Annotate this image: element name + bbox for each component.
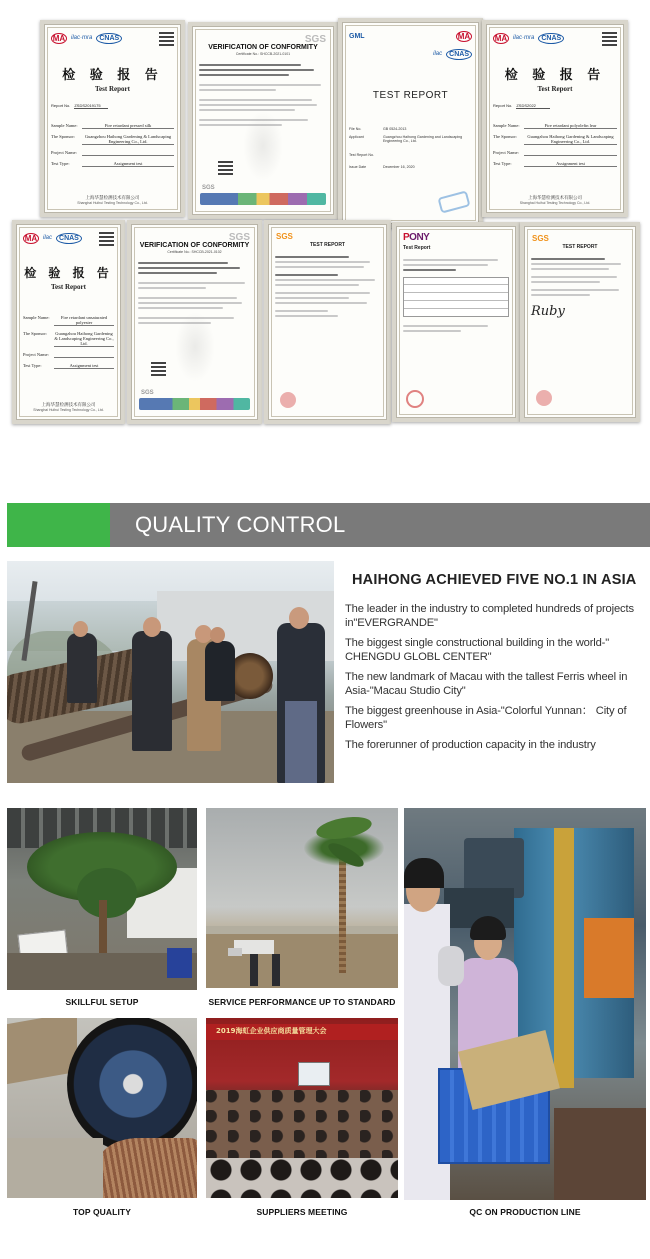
sgs-logo-icon: SGS	[228, 232, 250, 243]
file-no-value: GB 0524-2013	[383, 127, 407, 131]
cnas-logo-icon: CNAS	[96, 33, 122, 44]
certificate-gml-test-report[interactable]	[338, 18, 483, 228]
sponsor-value: Guangzhou Haihong Gardening & Landscaping Engineering Co., Ltd.	[82, 134, 174, 145]
ilac-logo-icon: ilac	[433, 51, 443, 57]
project-label: Project Name:	[51, 150, 77, 155]
certificate-test-report-2[interactable]	[482, 20, 628, 217]
caption-top-quality: TOP QUALITY	[73, 1207, 131, 1217]
sponsor-label: The Sponsor:	[23, 331, 48, 336]
certificate-sgs-test-report-1[interactable]	[264, 220, 391, 424]
qr-code-icon	[151, 361, 166, 376]
project-label: Project Name:	[493, 150, 519, 155]
issue-date-label: Issue Date	[349, 165, 367, 169]
report-no-label: Report No.	[493, 103, 513, 108]
test-type-value: Assignment test	[524, 161, 617, 167]
caption-qc-production-line: QC ON PRODUCTION LINE	[469, 1207, 581, 1217]
report-no-value: ZSDS2022	[516, 103, 550, 109]
sgs-logo-icon: SGS	[304, 34, 326, 45]
stamp-icon	[437, 190, 470, 213]
colorful-figures-band	[200, 193, 326, 205]
sample-name-value: Fire retardant pressed silk	[82, 123, 174, 129]
cert-accred-row	[349, 46, 472, 62]
cert-logo-row	[493, 30, 617, 46]
achievement-item: The forerunner of production capacity in the industry	[345, 739, 596, 751]
certificate-sgs-test-report-2[interactable]	[520, 222, 640, 422]
sponsor-value: Guangzhou Haihong Gardening & Landscaping Engineering Co., Ltd.	[54, 331, 114, 346]
qc-production-line-photo	[404, 808, 646, 1200]
achievements-list	[345, 602, 645, 758]
test-type-label: Test Type:	[51, 161, 70, 166]
signature: Ruby	[531, 304, 565, 319]
certificates-collage	[0, 0, 650, 440]
cnas-logo-icon: CNAS	[538, 33, 564, 44]
cert-title-en: Test Report	[537, 85, 573, 93]
achievement-item: The new landmark of Macau with the tallest Ferris wheel in Asia-"Macau Studio City"	[345, 671, 628, 697]
cert-body-text	[403, 259, 509, 271]
cert-footer	[486, 195, 624, 205]
cert-title-cn: 检 验 报 告	[504, 68, 606, 83]
seal-icon	[536, 390, 552, 406]
certificate-test-report-3[interactable]	[12, 220, 125, 424]
cert-title-en: Test Report	[95, 85, 130, 93]
qr-code-icon	[602, 31, 617, 46]
cert-title-cn: 检 验 报 告	[62, 68, 163, 83]
test-type-value: Assignment test	[82, 161, 174, 167]
achievement-item: The leader in the industry to completed hundreds of projects in"EVERGRANDE"	[345, 603, 634, 629]
report-no-value	[383, 153, 472, 157]
cert-fields	[349, 127, 472, 169]
cert-title-cn: 检 验 报 告	[24, 266, 113, 280]
eagle-watermark-icon	[175, 312, 215, 382]
ma-logo-icon: MA	[52, 33, 66, 43]
cert-title: Test Report	[403, 245, 431, 251]
cert-logo-row	[349, 28, 472, 44]
cert-footer-en: Shanghai Huihui Testing Technology Co., Ltd.	[519, 201, 591, 205]
certificate-test-report-1[interactable]	[40, 20, 185, 217]
cert-fields	[493, 123, 617, 167]
applicant-label: Applicant	[349, 135, 364, 139]
cnas-logo-icon: CNAS	[446, 49, 472, 60]
achievement-item: The biggest greenhouse in Asia-"Colorful Yunnan： City of Flowers"	[345, 705, 627, 731]
cert-logo-row	[23, 230, 114, 246]
project-value	[82, 150, 174, 156]
cert-footer-en: Shanghai Huihui Testing Technology Co., Ltd.	[77, 201, 148, 205]
suppliers-meeting-photo	[206, 1018, 398, 1198]
cert-title: TEST REPORT	[562, 244, 598, 250]
sponsor-label: The Sponsor:	[493, 134, 518, 139]
pony-logo-icon: PONY	[403, 232, 430, 243]
cert-title: TEST REPORT	[309, 242, 345, 248]
cert-footer	[16, 402, 121, 412]
inspection-photo	[7, 561, 334, 783]
caption-suppliers-meeting: SUPPLIERS MEETING	[256, 1207, 348, 1217]
seal-icon	[280, 392, 296, 408]
service-performance-photo	[206, 808, 398, 988]
qr-code-icon	[159, 31, 174, 46]
cert-report-no	[51, 103, 174, 109]
report-no-label: Test Report No.	[349, 153, 374, 157]
section-title: QUALITY CONTROL	[135, 512, 346, 537]
report-no-label: Report No.	[51, 103, 71, 108]
cert-title: TEST REPORT	[372, 90, 449, 101]
skillful-setup-photo	[7, 808, 197, 990]
ma-logo-icon: MA	[494, 33, 508, 43]
cert-title-en: Test Report	[51, 283, 86, 291]
ilac-logo-icon: ilac	[43, 235, 53, 241]
sgs-logo-icon: SGS	[276, 232, 293, 241]
colorful-figures-band	[139, 398, 250, 410]
certificate-verification-1[interactable]	[188, 22, 338, 219]
meeting-banner-text: 2019海虹企业供应商质量管理大会	[216, 1027, 327, 1035]
sample-name-label: Sample Name:	[51, 123, 78, 128]
gml-logo-icon: GML	[349, 32, 365, 40]
ilac-logo-icon: ilac·mra	[71, 35, 93, 41]
cert-footer-en: Shanghai Huihui Testing Technology Co., Ltd.	[33, 408, 104, 412]
cert-title: VERIFICATION OF CONFORMITY	[139, 242, 250, 249]
achievements-title: HAIHONG ACHIEVED FIVE NO.1 IN ASIA	[352, 572, 637, 588]
sponsor-value: Guangzhou Haihong Gardening & Landscaping Engineering Co., Ltd.	[524, 134, 617, 145]
top-quality-photo	[7, 1018, 197, 1198]
applicant-value: Guangzhou Haihong Gardening and Landscaping Engineering Co., Ltd.	[383, 135, 463, 143]
file-no-label: File No.	[349, 127, 362, 131]
project-value	[54, 352, 114, 358]
cert-body-text-2	[403, 325, 509, 332]
qr-code-icon	[99, 231, 114, 246]
banner-accent-block	[7, 503, 110, 547]
cert-report-no	[493, 103, 617, 109]
cert-fields	[51, 123, 174, 167]
quality-control-banner	[7, 503, 650, 547]
achievement-item: The biggest single constructional building in the world-" CHENGDU GLOBL CENTER"	[345, 637, 610, 663]
cert-body-text	[531, 258, 629, 296]
eagle-watermark-icon	[243, 111, 283, 181]
cert-body-text	[275, 256, 380, 317]
cnas-logo-icon: CNAS	[56, 233, 82, 244]
ilac-logo-icon: ilac·mra	[513, 35, 535, 41]
cert-number: Certificate No.: SHCCB-2021-0101	[235, 52, 291, 56]
cert-title: VERIFICATION OF CONFORMITY	[208, 44, 318, 51]
sponsor-label: The Sponsor:	[51, 134, 76, 139]
project-label: Project Name:	[23, 352, 49, 357]
test-type-label: Test Type:	[23, 363, 42, 368]
cert-footer-cn: 上海华慧检测技术有限公司	[528, 195, 582, 200]
project-value	[524, 150, 617, 156]
sample-name-label: Sample Name:	[23, 315, 50, 320]
ma-logo-icon: MA	[24, 233, 38, 243]
sgs-footer-logo-icon: SGS	[202, 185, 215, 191]
cert-number: Certificate No.: SHCCB-2021-0102	[167, 250, 222, 254]
sgs-logo-icon: SGS	[532, 234, 549, 243]
cert-footer	[44, 195, 181, 205]
sample-name-value: Fire retardant polyolefin lear	[524, 123, 617, 129]
stamp-icon	[406, 390, 424, 408]
report-no-value: ZSDS2019175	[74, 103, 108, 109]
qr-code-icon	[218, 160, 233, 175]
ma-logo-icon: MA	[457, 31, 471, 41]
cert-fields	[23, 315, 114, 369]
cert-logo-row	[51, 30, 174, 46]
caption-service-performance: SERVICE PERFORMANCE UP TO STANDARD	[208, 997, 396, 1007]
certificate-pony-test-report[interactable]	[392, 222, 520, 422]
sample-name-label: Sample Name:	[493, 123, 520, 128]
test-type-value: Assignment test	[54, 363, 114, 369]
test-type-label: Test Type:	[493, 161, 512, 166]
sample-name-value: Fire retardant unsaturated polyester	[54, 315, 114, 326]
results-table	[403, 277, 509, 317]
certificate-verification-2[interactable]	[127, 220, 262, 424]
sgs-footer-logo-icon: SGS	[141, 390, 154, 396]
caption-skillful-setup: SKILLFUL SETUP	[65, 997, 139, 1007]
issue-date-value: December 16, 2020	[383, 165, 415, 169]
cert-footer-cn: 上海华慧检测技术有限公司	[85, 195, 140, 200]
cert-footer-cn: 上海华慧检测技术有限公司	[41, 402, 96, 407]
